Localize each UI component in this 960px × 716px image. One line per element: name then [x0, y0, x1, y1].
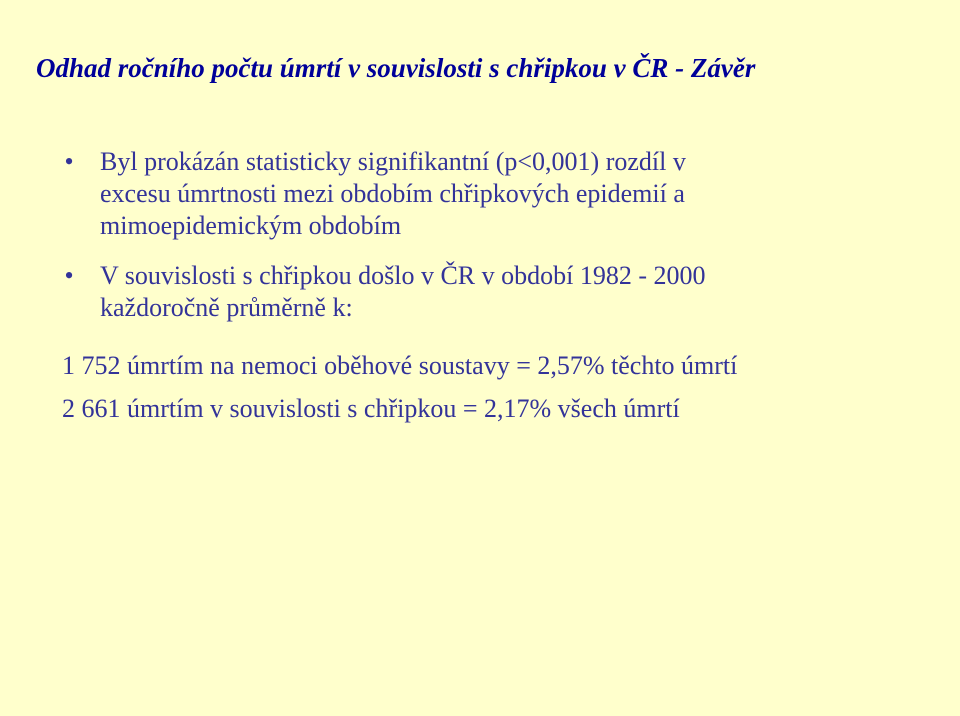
- bullet-item-annual-deaths: [62, 260, 922, 324]
- bullet-line: excesu úmrtnosti mezi obdobím chřipkových epidemií a: [100, 179, 685, 208]
- bullet-line: každoročně průměrně k:: [100, 293, 353, 322]
- bullet-text: [100, 146, 922, 242]
- bullet-marker: •: [64, 147, 74, 176]
- bullet-line: mimoepidemickým obdobím: [100, 211, 402, 240]
- bullet-list: [62, 146, 922, 342]
- slide-title: Odhad ročního počtu úmrtí v souvislosti s chřipkou v ČR - Závěr: [36, 53, 756, 83]
- stat-cardiovascular-deaths: 1 752 úmrtím na nemoci oběhové soustavy = 2,57% těchto úmrtí: [62, 351, 738, 380]
- bullet-text: [100, 260, 922, 324]
- bullet-line: Byl prokázán statisticky signifikantní (p<0,001) rozdíl v: [100, 147, 686, 176]
- bullet-marker: •: [64, 261, 74, 290]
- bullet-item-significance: [62, 146, 922, 242]
- stat-influenza-deaths: 2 661 úmrtím v souvislosti s chřipkou = 2,17% všech úmrtí: [62, 394, 680, 423]
- bullet-line: V souvislosti s chřipkou došlo v ČR v období 1982 - 2000: [100, 261, 706, 290]
